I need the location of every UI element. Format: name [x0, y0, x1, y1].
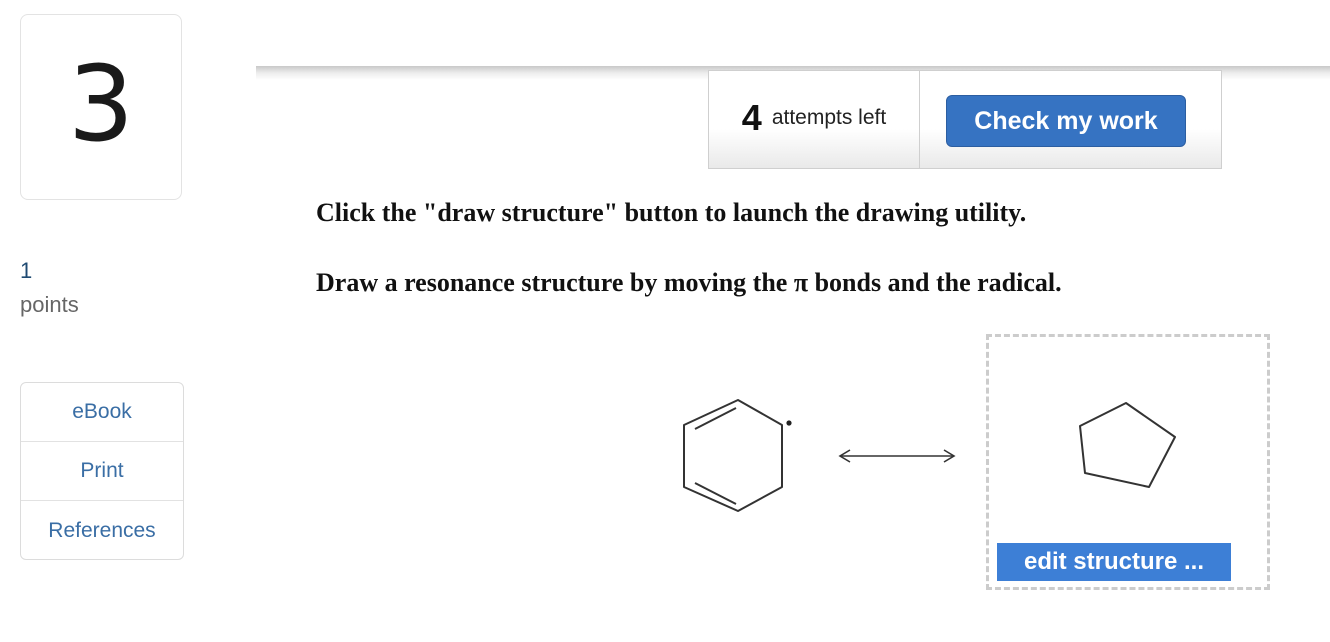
- print-link[interactable]: Print: [21, 442, 183, 501]
- ebook-link[interactable]: eBook: [21, 383, 183, 442]
- question-number-box: [20, 14, 182, 200]
- instruction-line-2: Draw a resonance structure by moving the π bonds and the radical.: [316, 268, 1062, 297]
- ring-bonds: [684, 400, 782, 511]
- edit-structure-button[interactable]: edit structure ...: [997, 543, 1231, 581]
- check-work-container: [920, 70, 1222, 169]
- answer-structure-preview: [989, 337, 1267, 537]
- attempts-text: attempts left: [771, 105, 887, 129]
- cyclohexadienyl-radical-structure: [672, 390, 972, 520]
- check-my-work-button[interactable]: Check my work: [946, 95, 1186, 147]
- points-value: 1: [20, 258, 33, 283]
- attempts-indicator: [708, 70, 920, 169]
- given-structure: [672, 390, 972, 525]
- references-link[interactable]: References: [48, 518, 156, 542]
- points-label: points: [20, 292, 79, 317]
- resources-panel: [20, 382, 184, 560]
- answer-drawing-area[interactable]: [986, 334, 1270, 590]
- instruction-line-1: Click the "draw structure" button to launch the drawing utility.: [316, 198, 1027, 227]
- cyclopentane-ring: [1080, 403, 1175, 487]
- resonance-arrow: [840, 450, 954, 462]
- attempts-count: 4: [741, 96, 762, 138]
- radical-dot: [786, 420, 791, 425]
- question-number: 3: [67, 43, 135, 165]
